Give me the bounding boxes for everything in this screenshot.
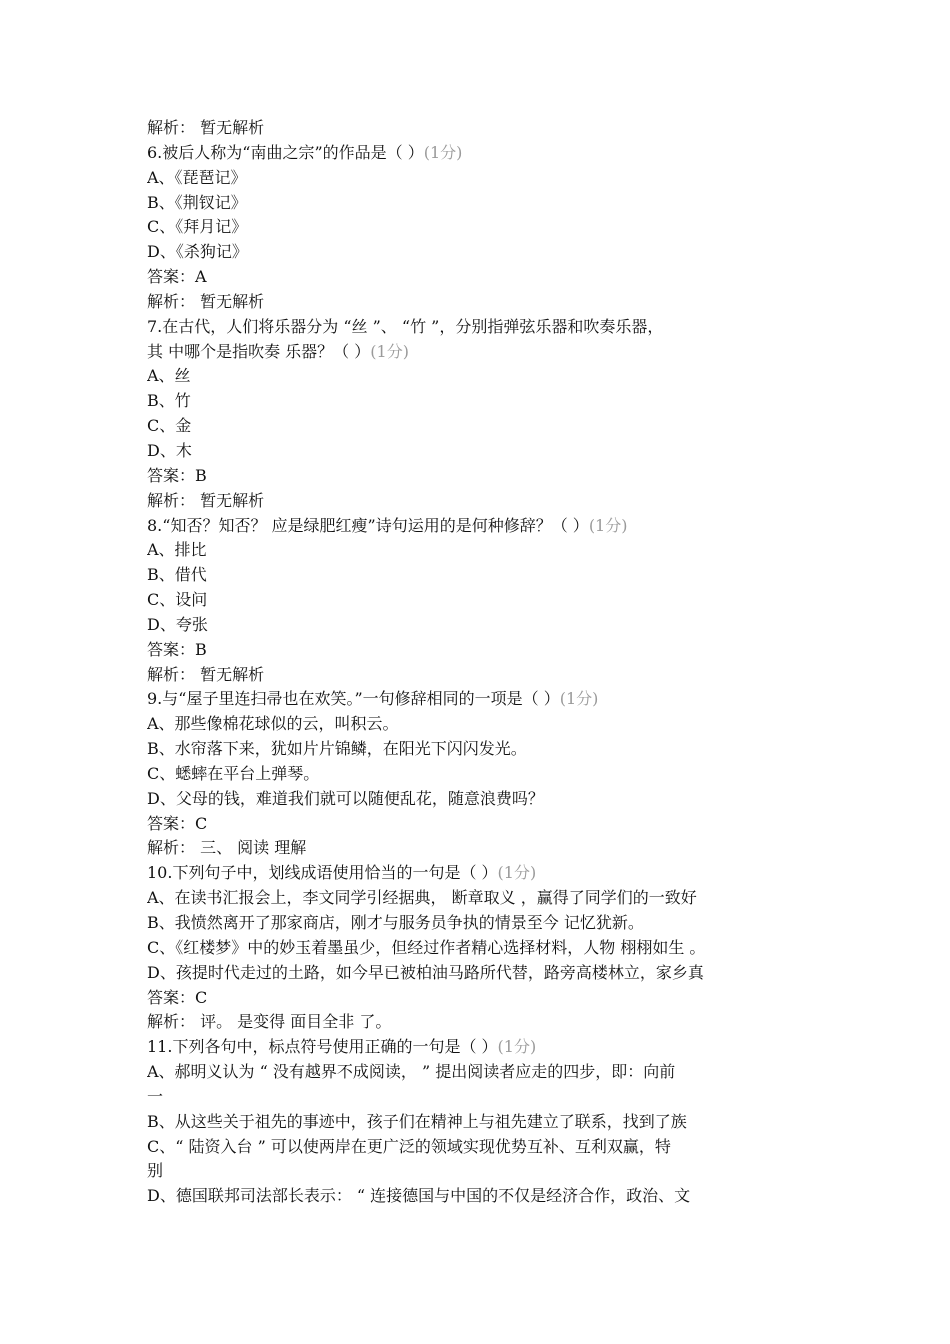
score-label: (1分) [588,515,628,535]
score-label: (1分) [497,1037,537,1057]
answer-line: 答案：B [147,465,207,485]
question-10: 10.下列句子中，划线成语使用恰当的一句是（ ）(1分) [147,863,537,883]
analysis-line: 解析： 暂无解析 [147,490,265,510]
score-label: (1分) [423,142,463,162]
answer-line: 答案：C [147,987,208,1007]
option-line: A、郝明义认为 “ 没有越界不成阅读， ” 提出阅读者应走的四步，即：向前 [147,1062,676,1082]
option-line: B、《荆钗记》 [147,192,247,212]
analysis-line: 解析： 三、 阅读 理解 [147,838,307,858]
option-line: D、德国联邦司法部长表示： “ 连接德国与中国的不仅是经济合作，政治、文 [147,1186,691,1206]
option-line: D、父母的钱，难道我们就可以随便乱花，随意浪费吗？ [147,788,544,808]
analysis-line: 解析： 暂无解析 [147,664,265,684]
question-6: 6.被后人称为“南曲之宗”的作品是（ ）(1分) [147,142,463,162]
option-line: C、《拜月记》 [147,217,248,237]
option-line: D、《杀狗记》 [147,242,248,262]
option-line: D、木 [147,440,192,460]
option-line: C、蟋蟀在平台上弹琴。 [147,763,320,783]
option-line: D、夸张 [147,614,208,634]
option-line: B、我愤然离开了那家商店，刚才与服务员争执的情景至今 记忆犹新。 [147,913,644,932]
question-9: 9.与“屋子里连扫帚也在欢笑。”一句修辞相同的一项是（ ）(1分) [147,689,599,709]
answer-line: 答案：B [147,639,207,659]
document-page [147,116,827,1209]
option-line: C、金 [147,416,192,436]
question-7: 7.在古代，人们将乐器分为 “丝 ”、 “竹 ”，分别指弹弦乐器和吹奏乐器， [147,316,664,336]
option-line: A、排比 [147,540,207,560]
option-line: A、那些像棉花球似的云，叫积云。 [147,714,399,734]
option-line: B、借代 [147,565,207,585]
analysis-line: 解析： 评。 是变得 面目全非 了。 [147,1012,392,1032]
option-line: B、竹 [147,391,191,411]
analysis-line: 解析： 暂无解析 [147,291,265,311]
option-line: D、孩提时代走过的土路，如今早已被柏油马路所代替，路旁高楼林立，家乡真 [147,962,704,982]
option-line: B、水帘落下来，犹如片片锦鳞，在阳光下闪闪发光。 [147,739,527,759]
answer-line: 答案：C [147,813,208,833]
question-8: 8.“知否？知否？ 应是绿肥红瘦”诗句运用的是何种修辞？（ ）(1分) [147,515,628,535]
question-11: 11.下列各句中，标点符号使用正确的一句是（ ）(1分) [147,1037,537,1057]
option-line: A、《琵琶记》 [147,167,247,187]
option-line: C、“ 陆资入台 ” 可以使两岸在更广泛的领域实现优势互补、互利双赢，特 [147,1136,671,1156]
option-line: A、在读书汇报会上，李文同学引经据典， 断章取义 ，赢得了同学们的一致好 [147,888,697,908]
option-line: A、丝 [147,366,191,386]
option-line: B、从这些关于祖先的事迹中，孩子们在精神上与祖先建立了联系，找到了族 [147,1111,687,1131]
option-line: C、设问 [147,590,208,610]
analysis-line: 解析： 暂无解析 [147,118,265,137]
option-line-continued: 一 [147,1086,164,1106]
score-label: (1分) [497,863,537,883]
answer-line: 答案：A [147,267,207,287]
score-label: (1分) [370,341,409,361]
option-line-continued: 别 [147,1161,164,1181]
question-7-continued: 其 中哪个是指吹奏 乐器？（ ）(1分) [147,341,409,361]
score-label: (1分) [559,689,599,709]
option-line: C、《红楼梦》中的妙玉着墨虽少，但经过作者精心选择材料，人物 栩栩如生 。 [147,937,706,957]
